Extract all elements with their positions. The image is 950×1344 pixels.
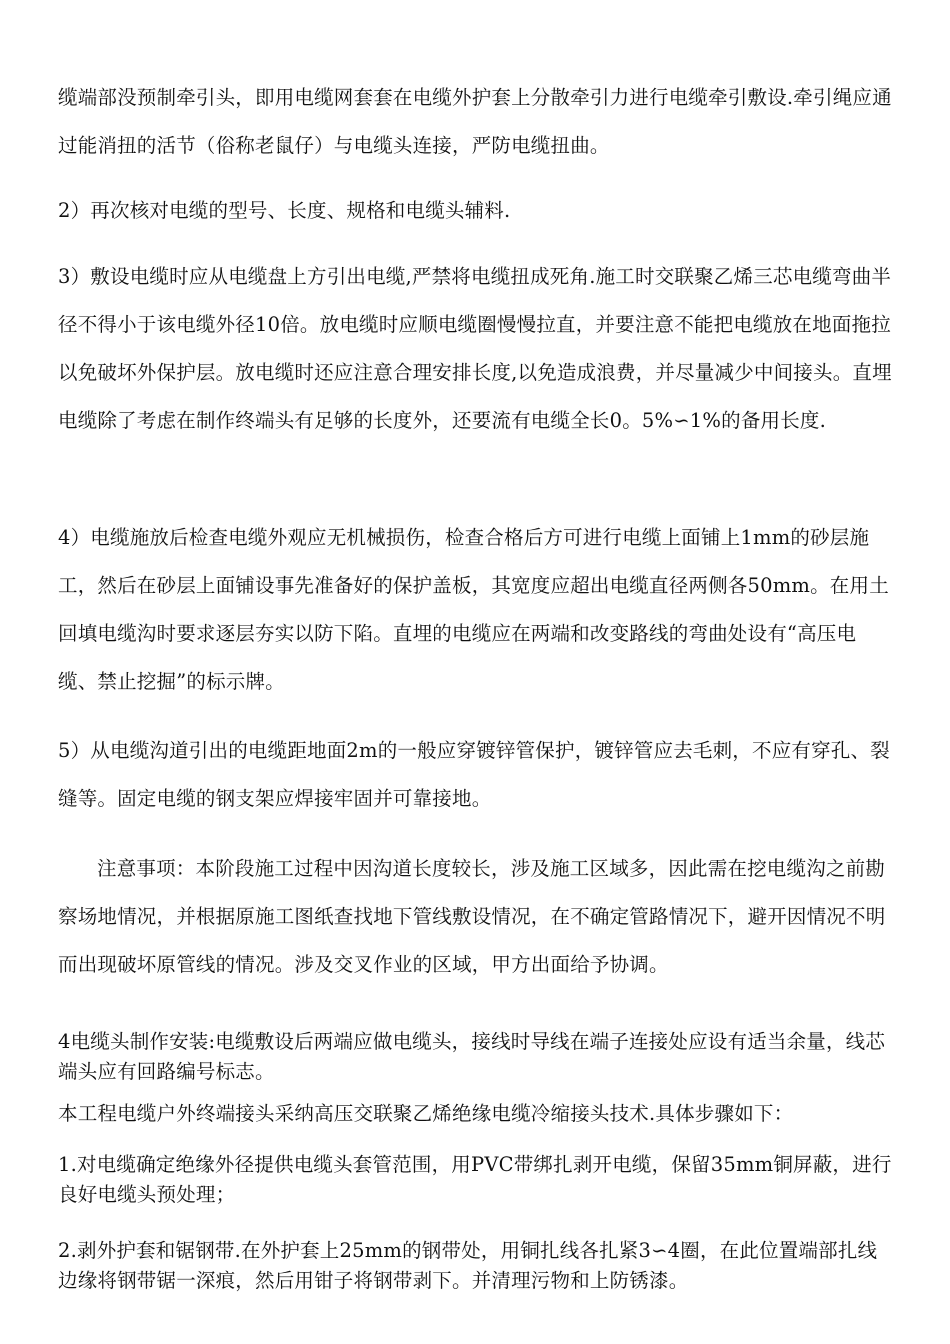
paragraph-step-5: 5）从电缆沟道引出的电缆距地面2m的一般应穿镀锌管保护，镀锌管应去毛刺，不应有穿孔、裂缝等。固定电缆的钢支架应焊接牢固并可靠接地。 [58, 739, 890, 810]
paragraph-step-2-strip: 2.剥外护套和锯钢带.在外护套上25mm的钢带处，用铜扎线各扎紧3∽4圈，在此位置端部扎线边缘将钢带锯一深痕，然后用钳子将钢带剥下。并清理污物和上防锈漆。 [58, 1239, 878, 1292]
paragraph-step-1-prep: 1.对电缆确定绝缘外径提供电缆头套管范围，用PVC带绑扎剥开电缆，保留35mm铜屏蔽，进行良好电缆头预处理； [58, 1153, 892, 1206]
paragraph-step-2: 2）再次核对电缆的型号、长度、规格和电缆头辅料. [58, 199, 511, 222]
paragraph-intro-steps: 本工程电缆户外终端接头采纳高压交联聚乙烯绝缘电缆冷缩接头技术.具体步骤如下： [58, 1102, 794, 1125]
paragraph-step-3: 3）敷设电缆时应从电缆盘上方引出电缆,严禁将电缆扭成死角.施工时交联聚乙烯三芯电缆弯曲半径不得小于该电缆外径10倍。放电缆时应顺电缆圈慢慢拉直，并要注意不能把电缆放在地面拖拉以免破坏外保护层。放电缆时还应注意合理安排长度,以免造成浪费，并尽量减少中间接头。直埋电缆除了考虑在制作终端头有足够的长度外，还要流有电缆全长0。5%∽1%的备用长度. [58, 265, 892, 432]
paragraph-notes: 注意事项：本阶段施工过程中因沟道长度较长，涉及施工区域多，因此需在挖电缆沟之前勘察场地情况，并根据原施工图纸查找地下管线敷设情况，在不确定管路情况下，避开因情况不明而出现破坏原管线的情况。涉及交叉作业的区域，甲方出面给予协调。 [58, 857, 886, 976]
paragraph-section-4: 4电缆头制作安装:电缆敷设后两端应做电缆头，接线时导线在端子连接处应设有适当余量，线芯端头应有回路编号标志。 [58, 1030, 886, 1083]
paragraph-step-4: 4）电缆施放后检查电缆外观应无机械损伤，检查合格后方可进行电缆上面铺上1mm的砂层施工，然后在砂层上面铺设事先准备好的保护盖板，其宽度应超出电缆直径两侧各50mm。在用土回填电缆沟时要求逐层夯实以防下陷。直埋的电缆应在两端和改变路线的弯曲处设有“高压电缆、禁止挖掘”的标示牌。 [58, 526, 889, 693]
paragraph-cable-pulling: 缆端部没预制牵引头，即用电缆网套套在电缆外护套上分散牵引力进行电缆牵引敷设.牵引绳应通过能消扭的活节（俗称老鼠仔）与电缆头连接，严防电缆扭曲。 [58, 86, 892, 157]
